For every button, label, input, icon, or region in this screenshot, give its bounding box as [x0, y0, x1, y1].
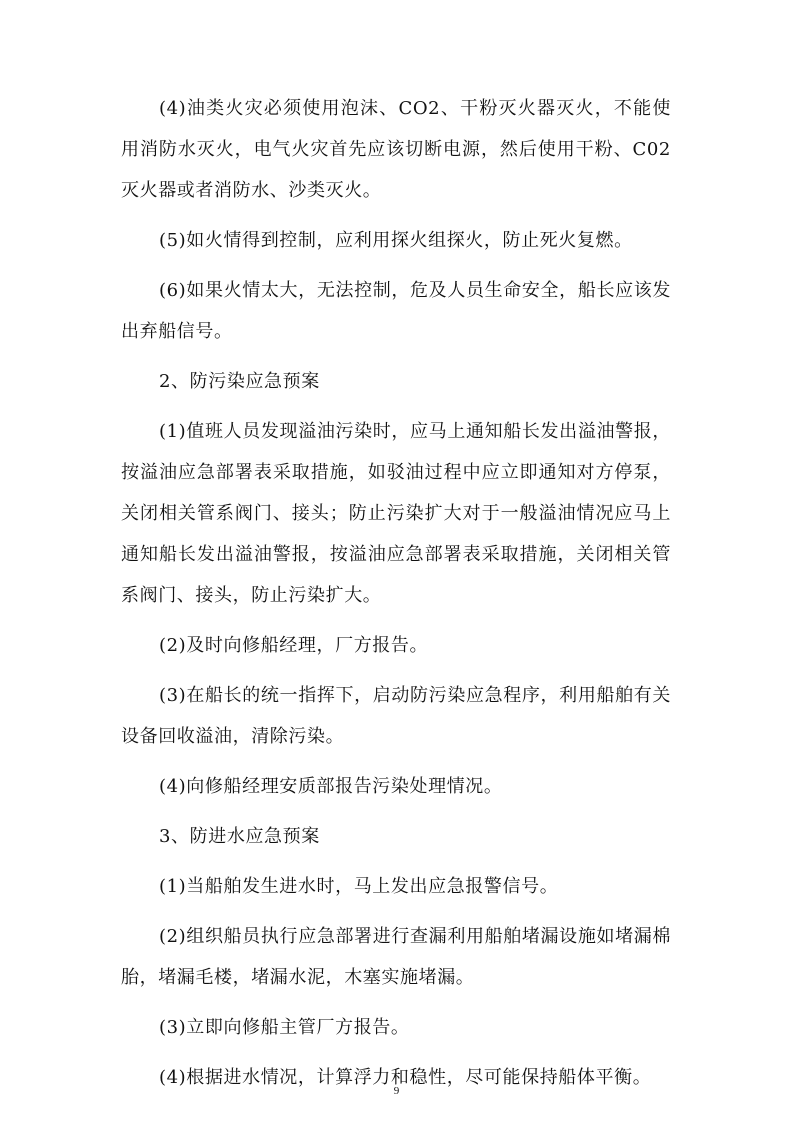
section-heading-flooding: 3、防进水应急预案: [159, 826, 320, 847]
paragraph-pollution-recovery: (3)在船长的统一指挥下，启动防污染应急程序，利用船舶有关设备回收溢油，清除污染。: [121, 685, 671, 747]
paragraph-flooding-plugging: (2)组织船员执行应急部署进行查漏利用船舶堵漏设施如堵漏棉胎，堵漏毛楼，堵漏水泥，木塞实施堵漏。: [121, 926, 671, 988]
page-number: 9: [393, 1085, 400, 1097]
paragraph-fire-abandon: (6)如果火情太大，无法控制，危及人员生命安全，船长应该发出弃船信号。: [121, 280, 671, 342]
paragraph-flooding-report: (3)立即向修船主管厂方报告。: [159, 1017, 410, 1038]
paragraph-fire-oil: (4)油类火灾必须使用泡沫、CO2、干粉灭火器灭火，不能使用消防水灭火，电气火灾首先应该切断电源，然后使用干粉、C02灭火器或者消防水、沙类灭火。: [121, 98, 671, 201]
paragraph-pollution-alarm: (1)值班人员发现溢油污染时，应马上通知船长发出溢油警报，按溢油应急部署表采取措施，如驳油过程中应立即通知对方停泵，关闭相关管系阀门、接头；防止污染扩大对于一般溢油情况应马上通知船长发出溢油警报，按溢油应急部署表采取措施，关闭相关管系阀门、接头，防止污染扩大。: [121, 421, 671, 606]
document-body: [121, 88, 671, 1107]
section-heading-pollution: 2、防污染应急预案: [159, 371, 320, 392]
paragraph-fire-controlled: (5)如火情得到控制，应利用探火组探火，防止死火复燃。: [159, 230, 633, 251]
paragraph-pollution-report: (2)及时向修船经理，厂方报告。: [159, 635, 429, 656]
paragraph-flooding-stability: (4)根据进水情况，计算浮力和稳性，尽可能保持船体平衡。: [159, 1067, 652, 1088]
paragraph-pollution-status: (4)向修船经理安质部报告污染处理情况。: [159, 776, 503, 797]
paragraph-flooding-alarm: (1)当船舶发生进水时，马上发出应急报警信号。: [159, 876, 559, 897]
